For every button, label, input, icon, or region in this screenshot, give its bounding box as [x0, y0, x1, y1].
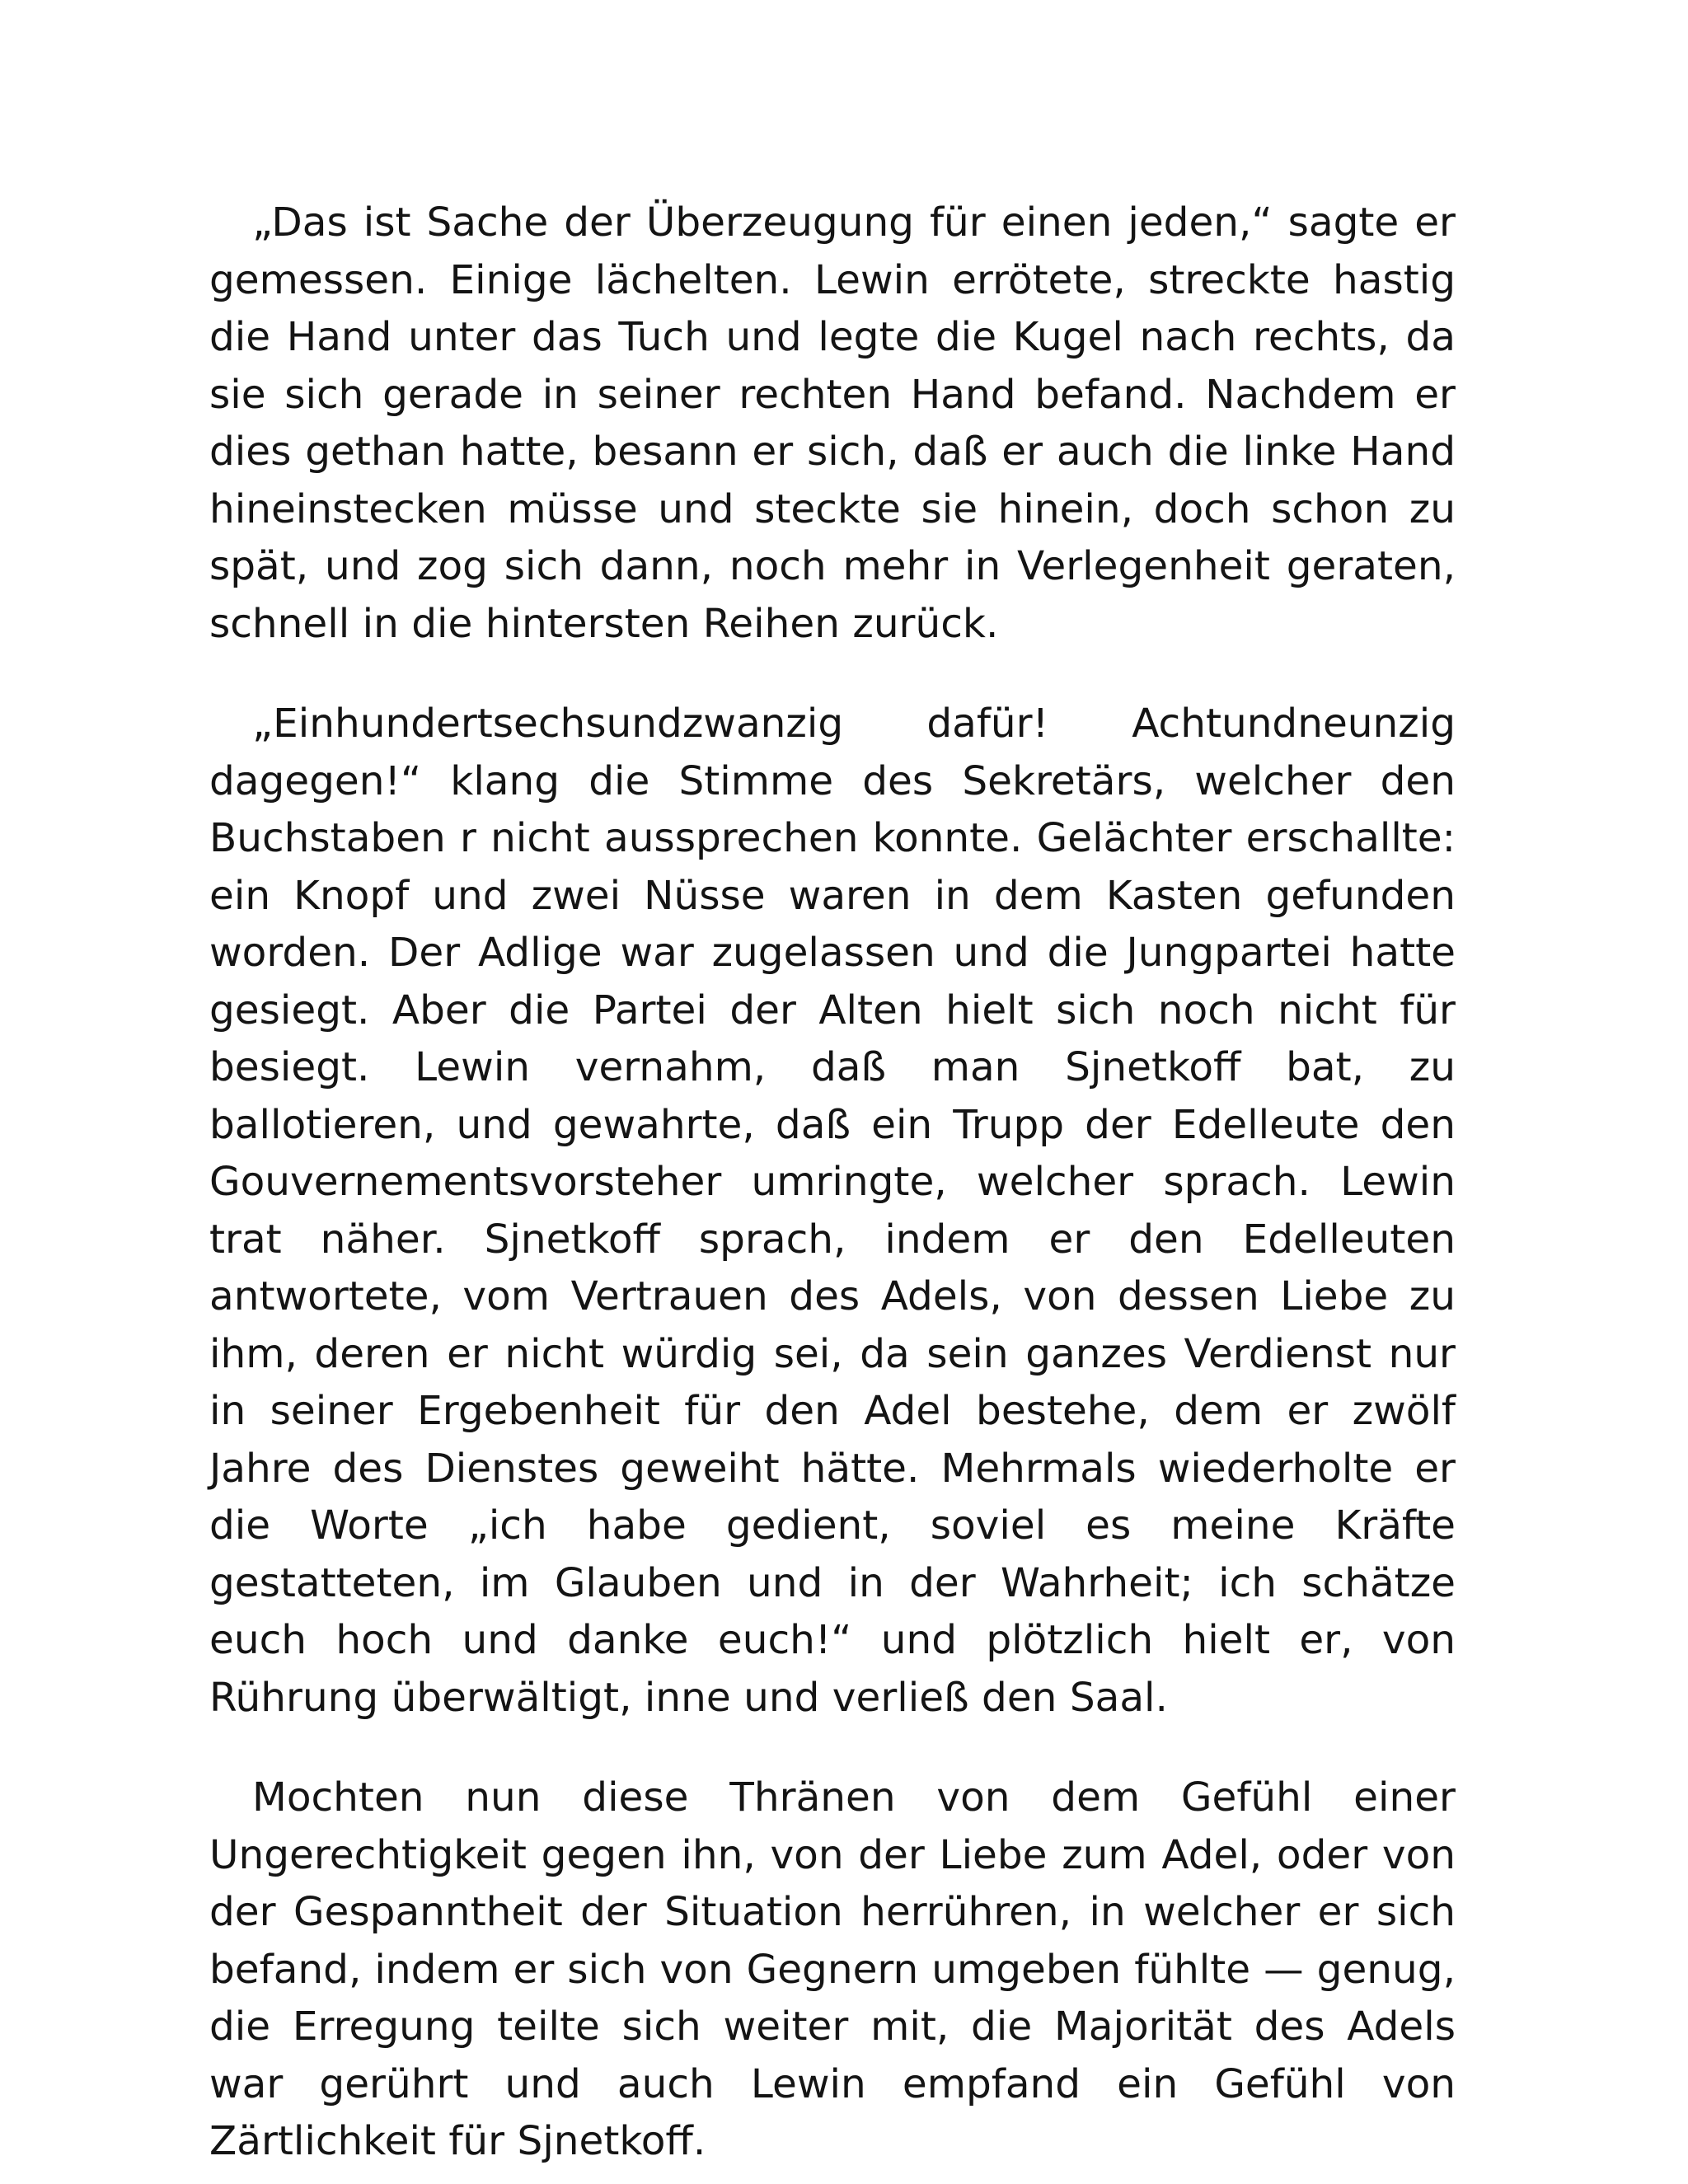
- paragraph-1: „Das ist Sache der Überzeugung für einen jeden,“ sagte er gemessen. Einige lächelten. Lewin errötete, streckte hastig die Hand unter das Tuch und legte die Kugel nach rechts, da sie sich gerade in seiner rechten Hand befand. Nachdem er dies gethan hatte, besann er sich, daß er auch die linke Hand hineinstecken müsse und steckte sie hinein, doch schon zu spät, und zog sich dann, noch mehr in Verlegenheit geraten, schnell in die hintersten Reihen zurück.: [209, 199, 1456, 647]
- paragraph-3: Mochten nun diese Thränen von dem Gefühl einer Ungerechtigkeit gegen ihn, von der Liebe zum Adel, oder von der Gespanntheit der Situation herrühren, in welcher er sich befand, indem er sich von Gegnern umgeben fühlte — genug, die Erregung teilte sich weiter mit, die Majorität des Adels war gerührt und auch Lewin empfand ein Gefühl von Zärtlichkeit für Sjnetkoff.: [209, 1774, 1456, 2164]
- document-page: [209, 194, 1456, 2171]
- paragraph-2: „Einhundertsechsundzwanzig dafür! Achtundneunzig dagegen!“ klang die Stimme des Sekretärs, welcher den Buchstaben r nicht aussprechen konnte. Gelächter erschallte: ein Knopf und zwei Nüsse waren in dem Kasten gefunden worden. Der Adlige war zugelassen und die Jungpartei hatte gesiegt. Aber die Partei der Alten hielt sich noch nicht für besiegt. Lewin vernahm, daß man Sjnetkoff bat, zu ballotieren, und gewahrte, daß ein Trupp der Edelleute den Gouvernementsvorsteher umringte, welcher sprach. Lewin trat näher. Sjnetkoff sprach, indem er den Edelleuten antwortete, vom Vertrauen des Adels, von dessen Liebe zu ihm, deren er nicht würdig sei, da sein ganzes Verdienst nur in seiner Ergebenheit für den Adel bestehe, dem er zwölf Jahre des Dienstes geweiht hätte. Mehrmals wiederholte er die Worte „ich habe gedient, soviel es meine Kräfte gestatteten, im Glauben und in der Wahrheit; ich schätze euch hoch und danke euch!“ und plötzlich hielt er, von Rührung überwältigt, inne und verließ den Saal.: [209, 701, 1456, 1721]
